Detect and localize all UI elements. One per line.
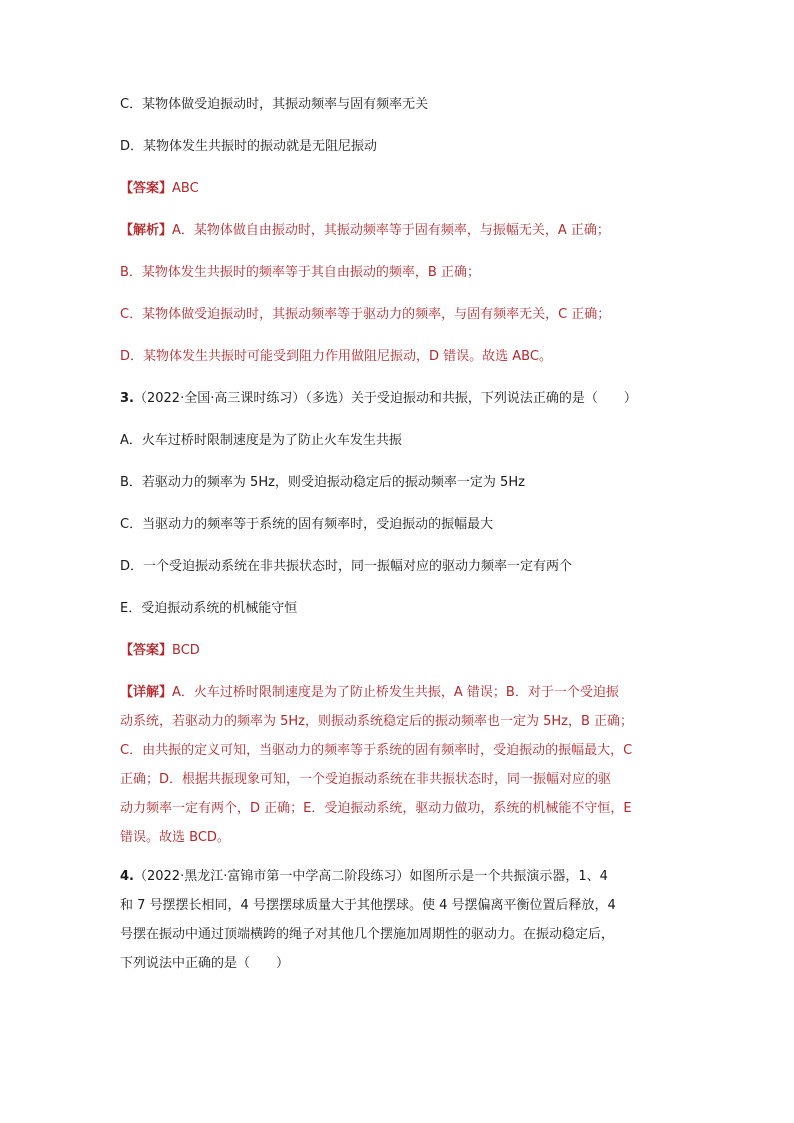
prev-analysis-line-1 <box>120 222 610 240</box>
prev-analysis-line-3: C．某物体做受迫振动时，其振动频率等于驱动力的频率，与固有频率无关，C 正确； <box>120 307 611 322</box>
q3-stem-text: （多选）关于受迫振动和共振，下列说法正确的是（ ） <box>305 391 637 406</box>
q4-stem-line-2: 和 7 号摆摆长相同，4 号摆摆球质量大于其他摆球。使 4 号摆偏离平衡位置后释放，4 <box>120 898 616 913</box>
q3-detail-line-2: 动系统，若驱动力的频率为 5Hz，则振动系统稳定后的振动频率也一定为 5Hz，B 正确； <box>120 714 634 729</box>
q3-source: （2022·全国·高三课时练习） <box>133 391 306 406</box>
answer-tag: 【答案】 <box>120 643 173 658</box>
q3-option-d: D．一个受迫振动系统在非共振状态时，同一振幅对应的驱动力频率一定有两个 <box>120 559 573 574</box>
q3-detail-line-5: 动力频率一定有两个，D 正确；E．受迫振动系统，驱动力做功，系统的机械能不守恒，E <box>120 801 632 816</box>
analysis-tag: 【解析】 <box>120 223 173 238</box>
prev-answer-line <box>120 180 199 198</box>
q3-stem <box>120 390 637 408</box>
q4-source: （2022·黑龙江·富锦市第一中学高二阶段练习） <box>133 869 410 884</box>
prev-option-c: C．某物体做受迫振动时，其振动频率与固有频率无关 <box>120 97 429 112</box>
analysis-text: A．某物体做自由振动时，其振动频率等于固有频率，与振幅无关，A 正确； <box>172 223 610 238</box>
answer-value: ABC <box>172 181 199 196</box>
q3-detail-line-6: 错误。故选 BCD。 <box>120 830 230 845</box>
q4-stem-line-4: 下列说法中正确的是（ ） <box>120 956 290 971</box>
prev-option-d: D．某物体发生共振时的振动就是无阻尼振动 <box>120 139 378 154</box>
q3-option-a: A．火车过桥时限制速度是为了防止火车发生共振 <box>120 433 402 448</box>
q4-stem-text: 如图所示是一个共振演示器，1、4 <box>409 869 608 884</box>
q4-stem-line-3: 号摆在振动中通过顶端横跨的绳子对其他几个摆施加周期性的驱动力。在振动稳定后， <box>120 927 615 942</box>
q3-option-e: E．受迫振动系统的机械能守恒 <box>120 601 298 616</box>
prev-analysis-line-2: B．某物体发生共振时的频率等于其自由振动的频率，B 正确； <box>120 265 480 280</box>
detail-text: A．火车过桥时限制速度是为了防止桥发生共振，A 错误；B．对于一个受迫振 <box>172 685 619 700</box>
answer-tag: 【答案】 <box>120 181 173 196</box>
q4-number: 4. <box>120 869 134 884</box>
q3-number: 3. <box>120 391 134 406</box>
q4-stem-line-1 <box>120 868 608 886</box>
q3-answer-line <box>120 642 200 660</box>
q3-detail-line-3: C．由共振的定义可知，当驱动力的频率等于系统的固有频率时，受迫振动的振幅最大，C <box>120 743 633 758</box>
q3-detail-line-4: 正确；D．根据共振现象可知，一个受迫振动系统在非共振状态时，同一振幅对应的驱 <box>120 772 612 787</box>
q3-detail-line-1 <box>120 684 619 702</box>
detail-tag: 【详解】 <box>120 685 173 700</box>
q3-option-c: C．当驱动力的频率等于系统的固有频率时，受迫振动的振幅最大 <box>120 517 494 532</box>
prev-analysis-line-4: D．某物体发生共振时可能受到阻力作用做阻尼振动，D 错误。故选 ABC。 <box>120 349 552 364</box>
q3-option-b: B．若驱动力的频率为 5Hz，则受迫振动稳定后的振动频率一定为 5Hz <box>120 475 525 490</box>
answer-value: BCD <box>172 643 200 658</box>
